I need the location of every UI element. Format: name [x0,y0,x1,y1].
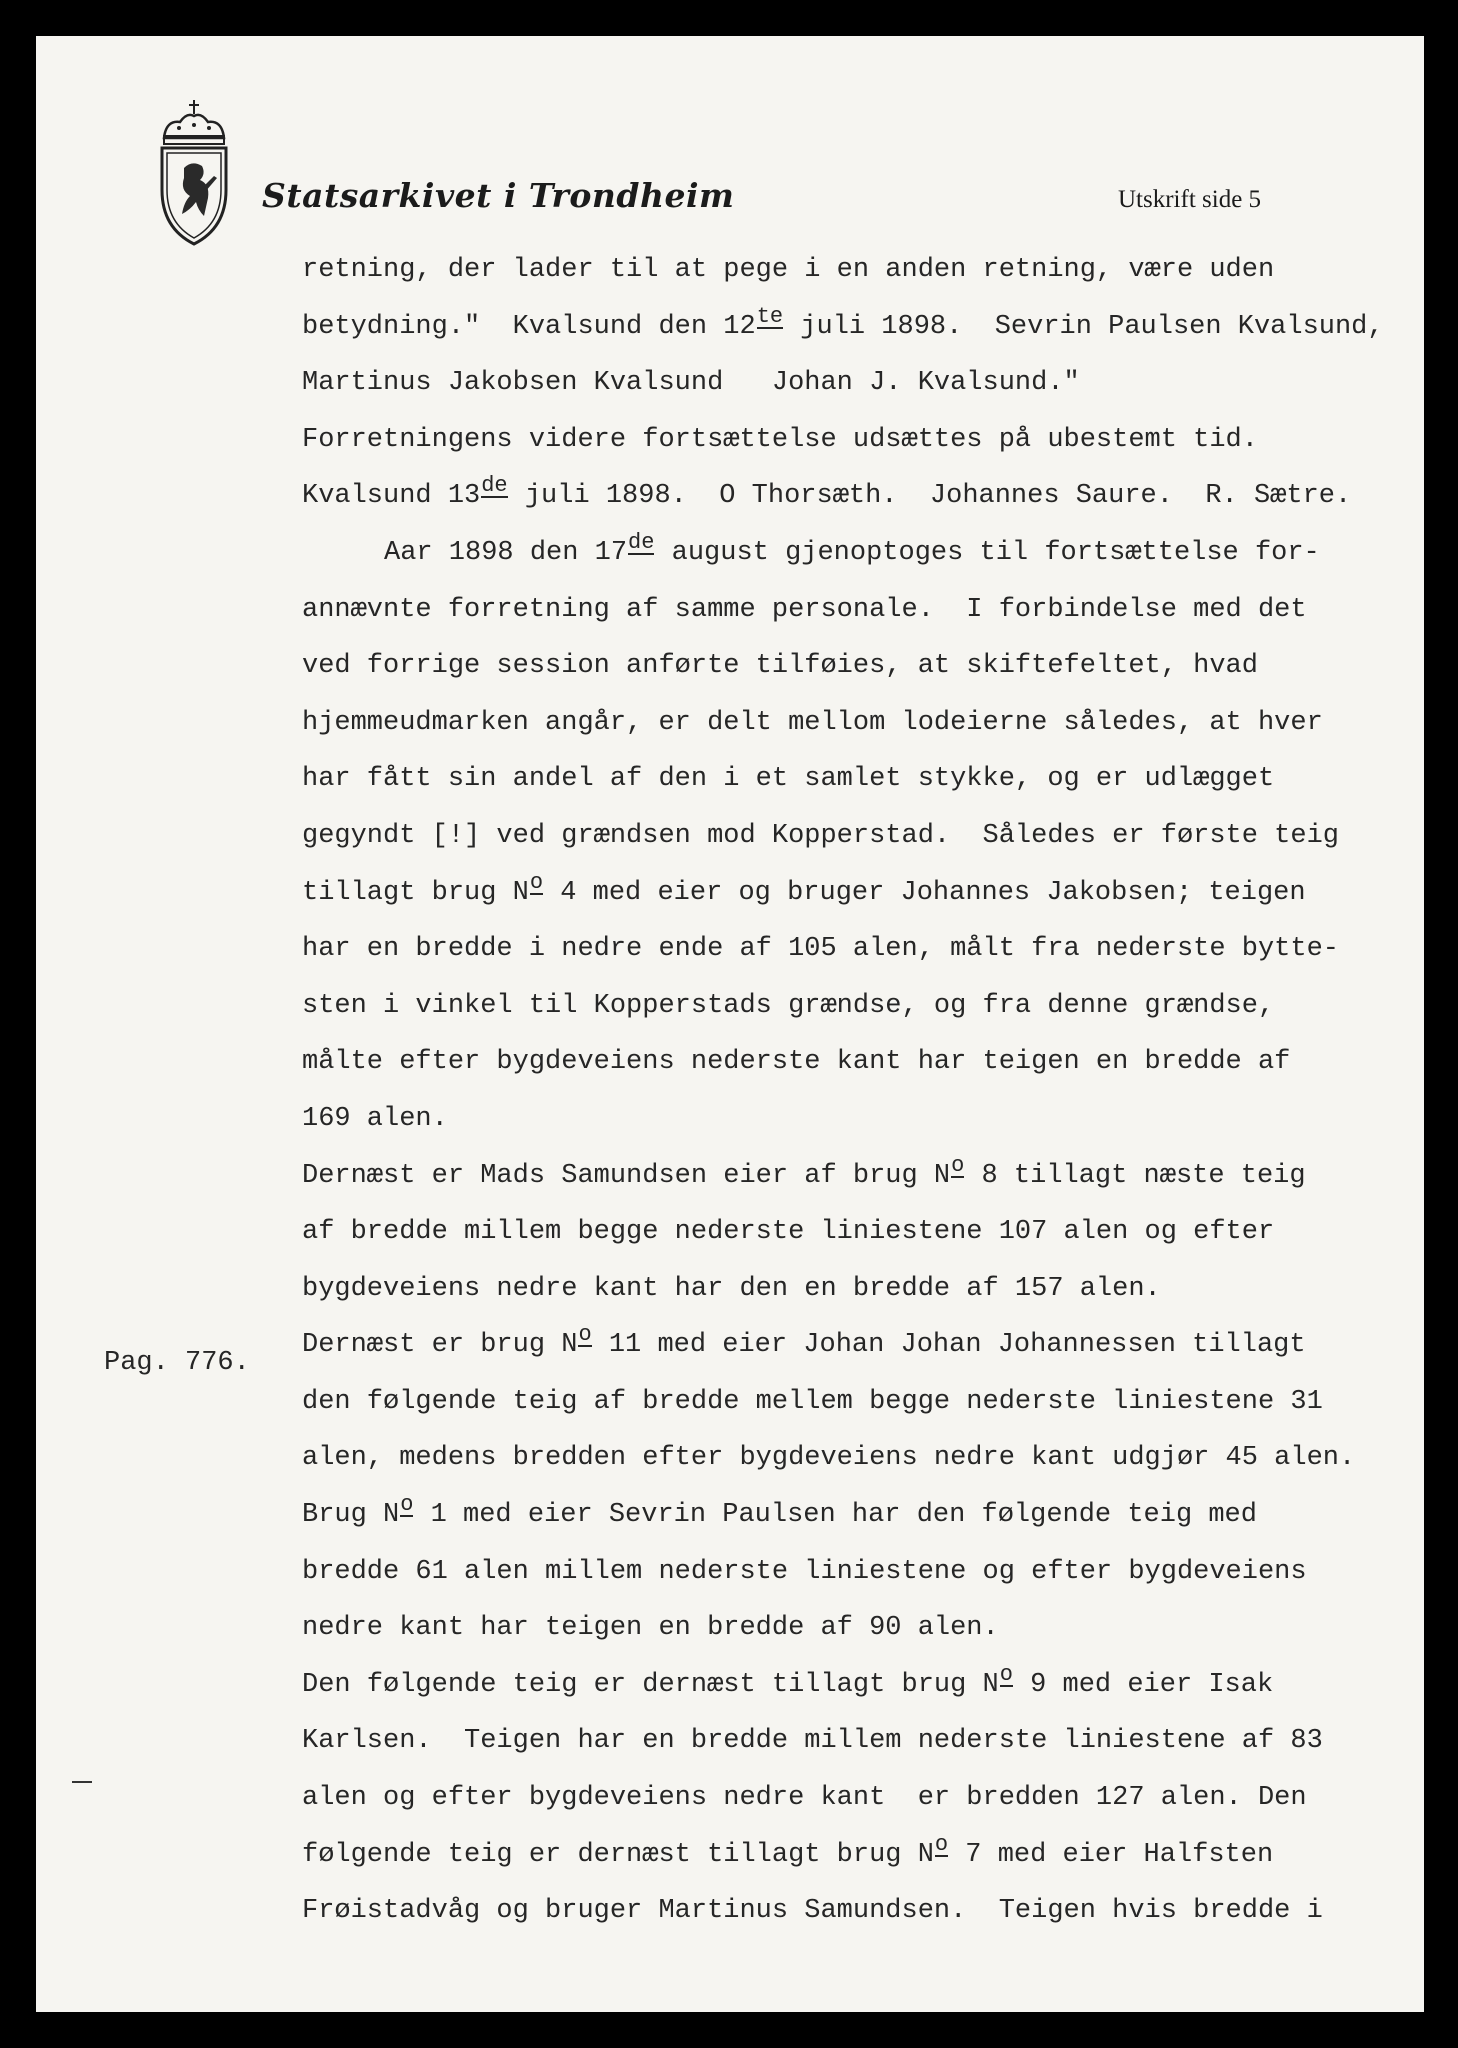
superscript: de [481,473,508,499]
text-line: af bredde millem begge nederste liniestene 107 alen og efter [302,1217,1275,1248]
text-line: ved forrige session anførte tilføies, at skiftefeltet, hvad [302,651,1258,682]
text-line: har en bredde i nedre ende af 105 alen, målt fra nederste bytte- [302,934,1339,965]
page-number-label: Utskrift side 5 [1118,186,1262,213]
superscript: te [756,303,784,329]
superscript: o [951,1152,965,1178]
text-line: Forretningens videre fortsættelse udsættes på ubestemt tid. [302,424,1258,455]
text-line: Dernæst er Mads Samundsen eier af brug No 8 tillagt næste teig [302,1152,1306,1191]
text-line: målte efter bygdeveiens nederste kant har teigen en bredde af [302,1047,1291,1078]
text-line: Karlsen. Teigen har en bredde millem nederste liniestene af 83 [302,1726,1323,1757]
document-page [36,36,1424,2012]
superscript: o [578,1322,592,1348]
text-line: tillagt brug No 4 med eier og bruger Johannes Jakobsen; teigen [302,869,1306,908]
text-line: nedre kant har teigen en bredde af 90 alen. [302,1613,999,1644]
text-line: alen og efter bygdeveiens nedre kant er bredden 127 alen. Den [302,1783,1307,1814]
archive-title: Statsarkivet i Trondheim [262,176,735,215]
superscript: o [400,1492,414,1518]
superscript: de [628,529,655,555]
text-line: alen, medens bredden efter bygdeveiens nedre kant udgjør 45 alen. [302,1443,1356,1474]
text-line: Dernæst er brug No 11 med eier Johan Johan Johannessen tillagt [302,1322,1306,1361]
margin-tick-mark [72,1781,92,1783]
superscript: o [999,1661,1013,1687]
text-line: Brug No 1 med eier Sevrin Paulsen har den følgende teig med [302,1492,1257,1531]
text-line: gegyndt [!] ved grændsen mod Kopperstad. Således er første teig [302,820,1339,851]
text-line: den følgende teig af bredde mellem begge nederste liniestene 31 [302,1386,1323,1417]
text-line: følgende teig er dernæst tillagt brug No 7 med eier Halfsten [302,1831,1274,1870]
text-line: retning, der lader til at pege i en anden retning, være uden [302,255,1275,285]
text-line: 169 alen. [302,1103,448,1134]
text-line: Den følgende teig er dernæst tillagt brug No 9 med eier Isak [302,1661,1274,1700]
text-line: bygdeveiens nedre kant har den en bredde af 157 alen. [302,1273,1161,1304]
transcribed-text [302,242,1432,1940]
text-line: har fått sin andel af den i et samlet stykke, og er udlægget [302,764,1275,795]
superscript: o [934,1831,949,1857]
text-line: Kvalsund 13de juli 1898. O Thorsæth. Johannes Saure. R. Sætre. [302,473,1352,512]
text-line: Martinus Jakobsen Kvalsund Johan J. Kvalsund." [302,368,1080,399]
text-line: Frøistadvåg og bruger Martinus Samundsen. Teigen hvis bredde i [302,1896,1323,1927]
coat-of-arms-icon [154,98,234,248]
superscript: o [529,869,544,895]
text-line: bredde 61 alen millem nederste liniestene og efter bygdeveiens [302,1556,1307,1587]
margin-page-reference: Pag. 776. [104,1348,250,1378]
text-line: hjemmeudmarken angår, er delt mellom lodeierne således, at hver [302,707,1323,738]
text-line: betydning." Kvalsund den 12te juli 1898. Sevrin Paulsen Kvalsund, [302,303,1384,342]
text-line: sten i vinkel til Kopperstads grændse, og fra denne grændse, [302,990,1275,1021]
text-line: Aar 1898 den 17de august gjenoptoges til fortsættelse for- [384,529,1320,568]
text-line: annævnte forretning af samme personale. I forbindelse med det [302,594,1307,625]
